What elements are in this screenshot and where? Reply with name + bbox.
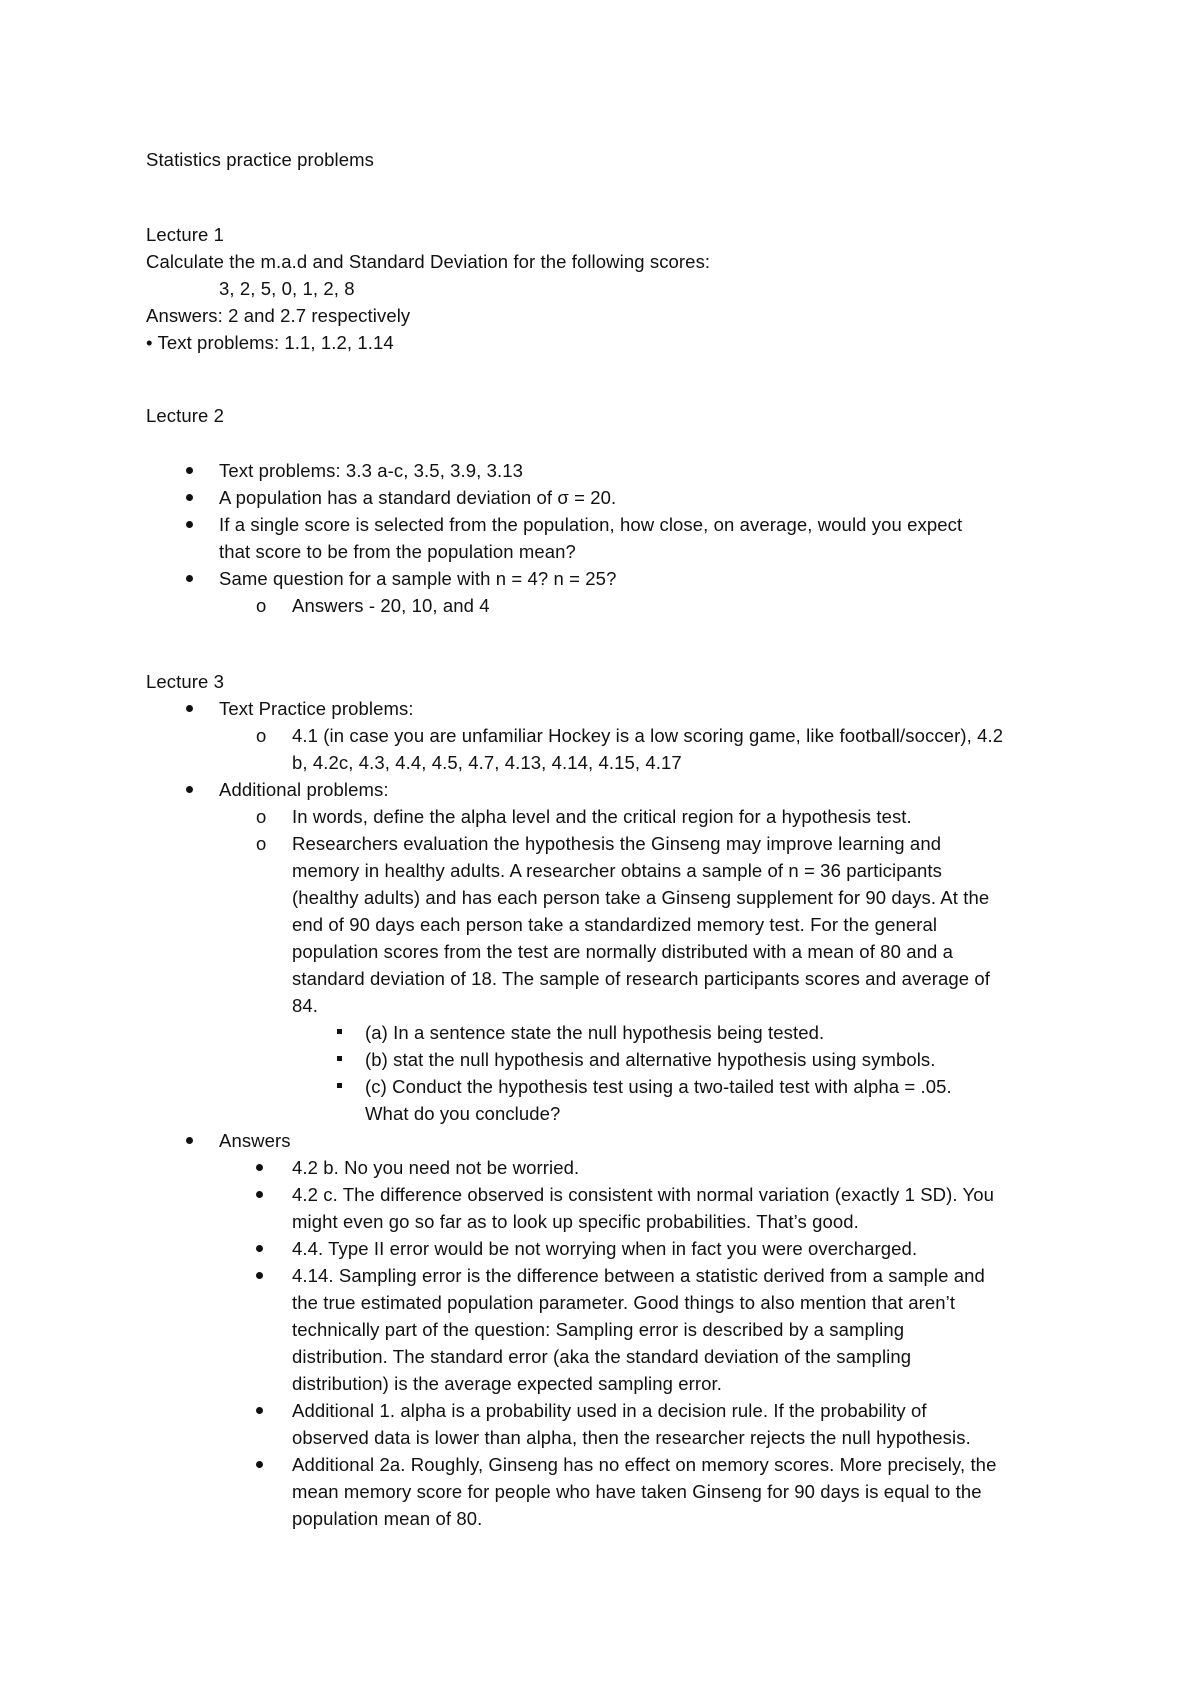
additional-problem-2-line: memory in healthy adults. A researcher obtains a sample of n = 36 participants <box>292 860 942 881</box>
sub-bullet-marker: o <box>256 806 267 827</box>
additional-problem-2-line: population scores from the test are normally distributed with a mean of 80 and a <box>292 941 953 962</box>
lecture-3-text-practice: Text Practice problems: <box>219 698 414 719</box>
bullet-dot-icon <box>256 1164 263 1171</box>
lecture-3-additional: Additional problems: <box>219 779 389 800</box>
answer-item-continued: observed data is lower than alpha, then the researcher rejects the null hypothesis. <box>292 1427 971 1448</box>
lecture-2-sub-answer: Answers - 20, 10, and 4 <box>292 595 490 616</box>
sub-bullet-marker: o <box>256 833 267 854</box>
additional-problem-2-line: end of 90 days each person take a standardized memory test. For the general <box>292 914 938 935</box>
additional-problem-2: Researchers evaluation the hypothesis the Ginseng may improve learning and <box>292 833 942 854</box>
bullet-dot-icon <box>256 1191 263 1198</box>
additional-problem-2-line: standard deviation of 18. The sample of research participants scores and average of <box>292 968 991 989</box>
answer-item-continued: distribution) is the average expected sampling error. <box>292 1373 722 1394</box>
bullet-dot-icon <box>186 575 193 582</box>
answer-item: 4.2 b. No you need not be worried. <box>292 1157 580 1178</box>
square-bullet-icon <box>337 1083 342 1088</box>
additional-problem-1: In words, define the alpha level and the critical region for a hypothesis test. <box>292 806 912 827</box>
answer-item: 4.14. Sampling error is the difference between a statistic derived from a sample and <box>292 1265 985 1286</box>
lecture-2-item: A population has a standard deviation of σ = 20. <box>219 487 617 508</box>
answer-item-continued: population mean of 80. <box>292 1508 483 1529</box>
lecture-2-item: Same question for a sample with n = 4? n = 25? <box>219 568 617 589</box>
document-title: Statistics practice problems <box>146 149 374 170</box>
bullet-dot-icon <box>186 521 193 528</box>
lecture-1-scores: 3, 2, 5, 0, 1, 2, 8 <box>219 278 355 299</box>
additional-problem-2-line: 84. <box>292 995 319 1016</box>
lecture-1-answers: Answers: 2 and 2.7 respectively <box>146 305 411 326</box>
problem-part-a: (a) In a sentence state the null hypothesis being tested. <box>365 1022 825 1043</box>
lecture-2-heading: Lecture 2 <box>146 405 225 426</box>
lecture-1-heading: Lecture 1 <box>146 224 225 245</box>
sub-bullet-marker: o <box>256 725 267 746</box>
text-practice-list-continued: b, 4.2c, 4.3, 4.4, 4.5, 4.7, 4.13, 4.14, 4.15, 4.17 <box>292 752 682 773</box>
lecture-2-item-continued: that score to be from the population mean? <box>219 541 576 562</box>
answer-item-continued: might even go so far as to look up specific probabilities. That’s good. <box>292 1211 859 1232</box>
text-practice-list: 4.1 (in case you are unfamiliar Hockey is a low scoring game, like football/soccer), 4.2 <box>292 725 1004 746</box>
bullet-dot-icon <box>186 494 193 501</box>
bullet-dot-icon <box>256 1461 263 1468</box>
answer-item-continued: the true estimated population parameter. Good things to also mention that aren’t <box>292 1292 956 1313</box>
answers-heading: Answers <box>219 1130 291 1151</box>
answer-item: Additional 1. alpha is a probability used in a decision rule. If the probability of <box>292 1400 927 1421</box>
square-bullet-icon <box>337 1029 342 1034</box>
bullet-dot-icon <box>256 1245 263 1252</box>
square-bullet-icon <box>337 1056 342 1061</box>
bullet-dot-icon <box>186 786 193 793</box>
answer-item-continued: mean memory score for people who have taken Ginseng for 90 days is equal to the <box>292 1481 982 1502</box>
lecture-2-item: Text problems: 3.3 a-c, 3.5, 3.9, 3.13 <box>219 460 524 481</box>
lecture-2-item: If a single score is selected from the population, how close, on average, would you expect <box>219 514 963 535</box>
bullet-dot-icon <box>256 1407 263 1414</box>
lecture-3-heading: Lecture 3 <box>146 671 225 692</box>
bullet-dot-icon <box>186 705 193 712</box>
answer-item-continued: technically part of the question: Sampling error is described by a sampling <box>292 1319 905 1340</box>
answer-item: 4.2 c. The difference observed is consistent with normal variation (exactly 1 SD). You <box>292 1184 995 1205</box>
lecture-1-prompt: Calculate the m.a.d and Standard Deviation for the following scores: <box>146 251 711 272</box>
lecture-1-text-problems: • Text problems: 1.1, 1.2, 1.14 <box>146 332 394 353</box>
additional-problem-2-line: (healthy adults) and has each person take a Ginseng supplement for 90 days. At the <box>292 887 990 908</box>
answer-item-continued: distribution. The standard error (aka the standard deviation of the sampling <box>292 1346 912 1367</box>
bullet-dot-icon <box>256 1272 263 1279</box>
problem-part-b: (b) stat the null hypothesis and alternative hypothesis using symbols. <box>365 1049 936 1070</box>
answer-item: Additional 2a. Roughly, Ginseng has no effect on memory scores. More precisely, the <box>292 1454 997 1475</box>
problem-part-c: (c) Conduct the hypothesis test using a two-tailed test with alpha = .05. <box>365 1076 952 1097</box>
answer-item: 4.4. Type II error would be not worrying when in fact you were overcharged. <box>292 1238 918 1259</box>
bullet-dot-icon <box>186 1137 193 1144</box>
sub-bullet-marker: o <box>256 595 267 616</box>
problem-part-c-continued: What do you conclude? <box>365 1103 561 1124</box>
bullet-dot-icon <box>186 467 193 474</box>
